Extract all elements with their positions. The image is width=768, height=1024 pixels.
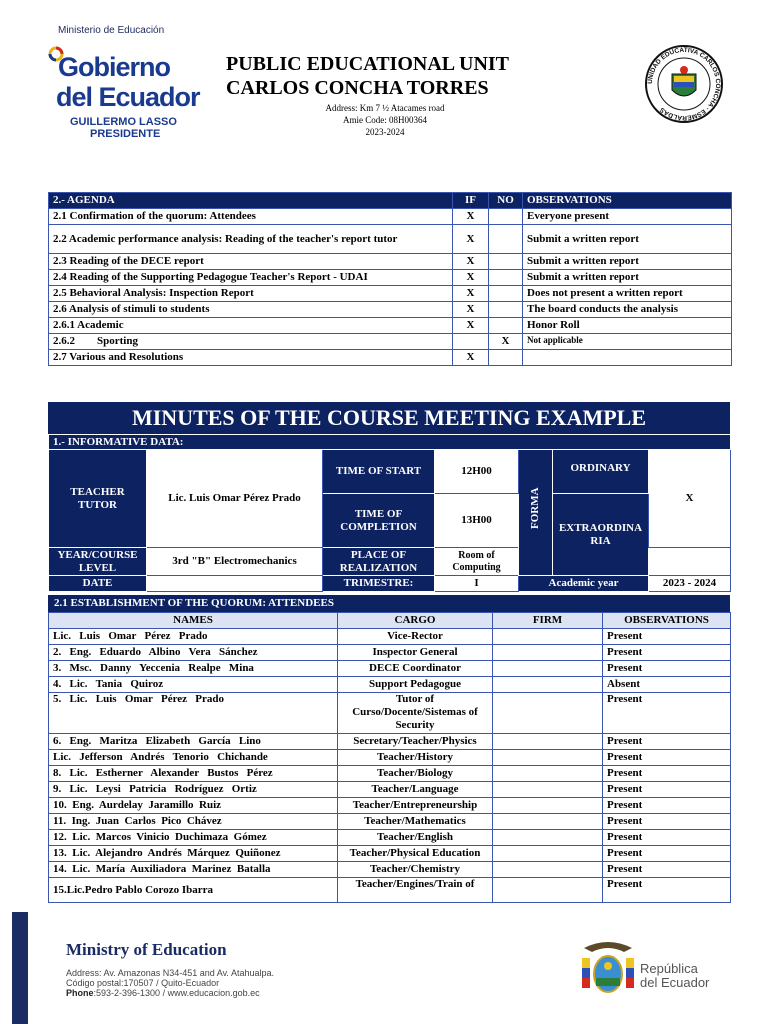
school-title: [226, 52, 509, 100]
agenda-if: X: [453, 270, 489, 286]
school-title-line1: PUBLIC EDUCATIONAL UNIT: [226, 53, 510, 75]
footer-phone-line: :593-2-396-1300 / www.educacion.gob.ec: [93, 988, 260, 998]
attendee-name: 15.Lic.Pedro Pablo Corozo Ibarra: [49, 878, 338, 903]
academic-year-label: Academic year: [519, 576, 649, 592]
agenda-row: [49, 350, 732, 366]
attendee-cargo: Teacher/English: [338, 830, 493, 846]
attendee-row: [49, 734, 731, 750]
agenda-item: 2.6.1 Academic: [49, 318, 453, 334]
ordinary-label: ORDINARY: [553, 450, 649, 494]
attendee-name: 13. Lic. Alejandro Andrés Márquez Quiñonez: [49, 846, 338, 862]
attendee-observation: Present: [603, 766, 731, 782]
school-seal-icon: [644, 44, 724, 124]
attendee-cargo: Teacher/Mathematics: [338, 814, 493, 830]
attendees-table: [48, 612, 731, 903]
footer-postal-line: Código postal:170507 / Quito-Ecuador: [66, 978, 220, 988]
attendee-signature: [493, 846, 603, 862]
attendee-row: [49, 862, 731, 878]
attendee-row: [49, 846, 731, 862]
attendee-row: [49, 814, 731, 830]
forma-label-text: FORMA: [529, 487, 541, 529]
place-value: Room of Computing: [435, 548, 519, 576]
attendee-row: [49, 750, 731, 766]
agenda-no: X: [489, 334, 523, 350]
attendee-row: [49, 677, 731, 693]
agenda-row: [49, 254, 732, 270]
attendee-cargo: Teacher/Entrepreneurship: [338, 798, 493, 814]
extraordinary-label: EXTRAORDINARIA: [553, 494, 649, 576]
attendee-row: [49, 645, 731, 661]
attendee-row: [49, 661, 731, 677]
school-year: 2023-2024: [365, 127, 405, 137]
agenda-observation: Not applicable: [523, 334, 732, 350]
attendee-cargo: Inspector General: [338, 645, 493, 661]
agenda-header-observations: OBSERVATIONS: [523, 193, 732, 209]
date-value: [147, 576, 323, 592]
attendee-name: 9. Lic. Leysi Patricia Rodríguez Ortiz: [49, 782, 338, 798]
date-label: DATE: [49, 576, 147, 592]
agenda-row: [49, 318, 732, 334]
logo-line2: del Ecuador: [56, 82, 200, 112]
ordinary-mark: X: [649, 450, 731, 548]
attendee-observation: Present: [603, 814, 731, 830]
agenda-if: X: [453, 209, 489, 225]
attendee-cargo: Teacher/Biology: [338, 766, 493, 782]
attendee-row: [49, 830, 731, 846]
informative-data-table: [48, 434, 731, 592]
attendee-observation: Present: [603, 629, 731, 645]
column-observations: OBSERVATIONS: [603, 613, 731, 629]
agenda-if: X: [453, 286, 489, 302]
school-amie-code: Amie Code: 08H00364: [343, 115, 427, 125]
attendee-row: [49, 693, 731, 734]
attendee-observation: Present: [603, 830, 731, 846]
year-level-label: YEAR/COURSE LEVEL: [49, 548, 147, 576]
trimester-label: TRIMESTRE:: [323, 576, 435, 592]
republic-line1: República: [640, 961, 698, 976]
agenda-observation: [523, 350, 732, 366]
agenda-no: [489, 254, 523, 270]
place-label: PLACE OF REALIZATION: [323, 548, 435, 576]
attendee-name: Lic. Luis Omar Pérez Prado: [49, 629, 338, 645]
agenda-observation: Submit a written report: [523, 254, 732, 270]
agenda-observation: Submit a written report: [523, 225, 732, 254]
attendee-signature: [493, 862, 603, 878]
footer-address: [66, 968, 274, 998]
agenda-row: [49, 334, 732, 350]
teacher-tutor-label: TEACHER TUTOR: [49, 450, 147, 548]
attendee-cargo: DECE Coordinator: [338, 661, 493, 677]
government-logo: [48, 42, 198, 138]
logo-line1: Gobierno: [58, 52, 170, 82]
attendee-cargo: Support Pedagogue: [338, 677, 493, 693]
agenda-no: [489, 318, 523, 334]
attendee-signature: [493, 814, 603, 830]
footer-address-line: Address: Av. Amazonas N34-451 and Av. Atahualpa.: [66, 968, 274, 978]
quorum-header: 2.1 ESTABLISHMENT OF THE QUORUM: ATTENDEES: [48, 595, 730, 612]
attendee-name: Lic. Jefferson Andrés Tenorio Chichande: [49, 750, 338, 766]
attendee-signature: [493, 798, 603, 814]
attendee-row: [49, 629, 731, 645]
attendee-observation: Present: [603, 878, 731, 903]
attendee-signature: [493, 677, 603, 693]
agenda-row: [49, 270, 732, 286]
attendee-row: [49, 798, 731, 814]
attendee-cargo: Teacher/Language: [338, 782, 493, 798]
agenda-item: 2.6 Analysis of stimuli to students: [49, 302, 453, 318]
agenda-observation: Honor Roll: [523, 318, 732, 334]
attendee-signature: [493, 782, 603, 798]
attendee-cargo: Vice-Rector: [338, 629, 493, 645]
agenda-row: [49, 209, 732, 225]
footer-phone-label: Phone: [66, 988, 94, 998]
time-start-label: TIME OF START: [323, 450, 435, 494]
teacher-tutor-value: Lic. Luis Omar Pérez Prado: [147, 450, 323, 548]
agenda-no: [489, 225, 523, 254]
time-start-value: 12H00: [435, 450, 519, 494]
agenda-item: 2.2 Academic performance analysis: Reading of the teacher's report tutor: [49, 225, 453, 254]
column-firm: FIRM: [493, 613, 603, 629]
agenda-row: [49, 302, 732, 318]
attendee-name: 10. Eng. Aurdelay Jaramillo Ruiz: [49, 798, 338, 814]
attendee-cargo: Teacher/Chemistry: [338, 862, 493, 878]
agenda-if: X: [453, 302, 489, 318]
attendee-name: 3. Msc. Danny Yeccenia Realpe Mina: [49, 661, 338, 677]
attendee-row: [49, 766, 731, 782]
attendee-name: 6. Eng. Maritza Elizabeth García Lino: [49, 734, 338, 750]
agenda-no: [489, 286, 523, 302]
agenda-no: [489, 302, 523, 318]
agenda-row: [49, 225, 732, 254]
logo-line4: PRESIDENTE: [90, 128, 161, 140]
attendee-name: 8. Lic. Estherner Alexander Bustos Pérez: [49, 766, 338, 782]
ministry-label: Ministerio de Educación: [58, 25, 165, 36]
attendee-observation: Present: [603, 846, 731, 862]
attendee-observation: Present: [603, 862, 731, 878]
academic-year-value: 2023 - 2024: [649, 576, 731, 592]
attendee-signature: [493, 661, 603, 677]
attendee-name: 2. Eng. Eduardo Albino Vera Sánchez: [49, 645, 338, 661]
attendee-cargo: Teacher/History: [338, 750, 493, 766]
time-completion-value: 13H00: [435, 494, 519, 548]
agenda-observation: Submit a written report: [523, 270, 732, 286]
attendee-name: 4. Lic. Tania Quiroz: [49, 677, 338, 693]
agenda-item: 2.6.2 Sporting: [49, 334, 453, 350]
attendee-observation: Present: [603, 750, 731, 766]
attendee-cargo: Tutor of Curso/Docente/Sistemas of Security: [338, 693, 493, 734]
year-level-value: 3rd "B" Electromechanics: [147, 548, 323, 576]
agenda-item: 2.3 Reading of the DECE report: [49, 254, 453, 270]
footer-title: Ministry of Education: [66, 940, 227, 959]
agenda-if: X: [453, 225, 489, 254]
time-completion-label: TIME OF COMPLETION: [323, 494, 435, 548]
attendee-cargo: Teacher/Engines/Train of: [338, 878, 493, 903]
agenda-item: 2.4 Reading of the Supporting Pedagogue Teacher's Report - UDAI: [49, 270, 453, 286]
agenda-no: [489, 350, 523, 366]
school-title-line2: CARLOS CONCHA TORRES: [226, 77, 489, 99]
agenda-observation: Does not present a written report: [523, 286, 732, 302]
republic-line2: del Ecuador: [640, 975, 710, 990]
school-address: Address: Km 7 ½ Atacames road: [325, 103, 445, 113]
attendee-signature: [493, 766, 603, 782]
attendee-name: 5. Lic. Luis Omar Pérez Prado: [49, 693, 338, 734]
agenda-row: [49, 286, 732, 302]
attendee-observation: Present: [603, 661, 731, 677]
logo-line3: GUILLERMO LASSO: [70, 116, 177, 128]
attendee-name: 14. Lic. María Auxiliadora Marinez Batalla: [49, 862, 338, 878]
attendee-name: 12. Lic. Marcos Vinicio Duchimaza Gómez: [49, 830, 338, 846]
attendee-cargo: Teacher/Physical Education: [338, 846, 493, 862]
attendee-row: [49, 878, 731, 903]
agenda-table: [48, 192, 732, 366]
attendee-signature: [493, 830, 603, 846]
extraordinary-mark: [649, 548, 731, 576]
coat-of-arms-icon: [578, 938, 638, 1000]
attendee-observation: Present: [603, 782, 731, 798]
attendee-observation: Present: [603, 734, 731, 750]
republic-label: [640, 962, 709, 990]
attendee-observation: Present: [603, 693, 731, 734]
agenda-no: [489, 209, 523, 225]
footer-phone: [66, 988, 274, 998]
agenda-header-no: NO: [489, 193, 523, 209]
informative-data-label: 1.- INFORMATIVE DATA:: [49, 435, 731, 450]
attendee-signature: [493, 734, 603, 750]
attendee-signature: [493, 645, 603, 661]
agenda-if: X: [453, 318, 489, 334]
attendee-observation: Present: [603, 645, 731, 661]
agenda-header-item: 2.- AGENDA: [49, 193, 453, 209]
forma-label: [519, 450, 553, 576]
agenda-header-if: IF: [453, 193, 489, 209]
minutes-title: MINUTES OF THE COURSE MEETING EXAMPLE: [48, 402, 730, 434]
attendee-observation: Present: [603, 798, 731, 814]
attendee-row: [49, 782, 731, 798]
agenda-if: X: [453, 350, 489, 366]
agenda-observation: Everyone present: [523, 209, 732, 225]
attendee-signature: [493, 693, 603, 734]
agenda-if: [453, 334, 489, 350]
seal-text: UNIDAD EDUCATIVA CARLOS CONCHA · ESMERALDAS: [646, 46, 722, 122]
school-details: [300, 102, 470, 138]
attendee-signature: [493, 878, 603, 903]
agenda-item: 2.1 Confirmation of the quorum: Attendees: [49, 209, 453, 225]
attendee-cargo: Secretary/Teacher/Physics: [338, 734, 493, 750]
agenda-observation: The board conducts the analysis: [523, 302, 732, 318]
attendee-observation: Absent: [603, 677, 731, 693]
agenda-item: 2.7 Various and Resolutions: [49, 350, 453, 366]
column-cargo: CARGO: [338, 613, 493, 629]
agenda-no: [489, 270, 523, 286]
agenda-if: X: [453, 254, 489, 270]
trimester-value: I: [435, 576, 519, 592]
attendee-signature: [493, 629, 603, 645]
column-names: NAMES: [49, 613, 338, 629]
attendee-signature: [493, 750, 603, 766]
footer-accent-bar: [12, 912, 28, 1024]
agenda-item: 2.5 Behavioral Analysis: Inspection Report: [49, 286, 453, 302]
attendee-name: 11. Ing. Juan Carlos Pico Chávez: [49, 814, 338, 830]
